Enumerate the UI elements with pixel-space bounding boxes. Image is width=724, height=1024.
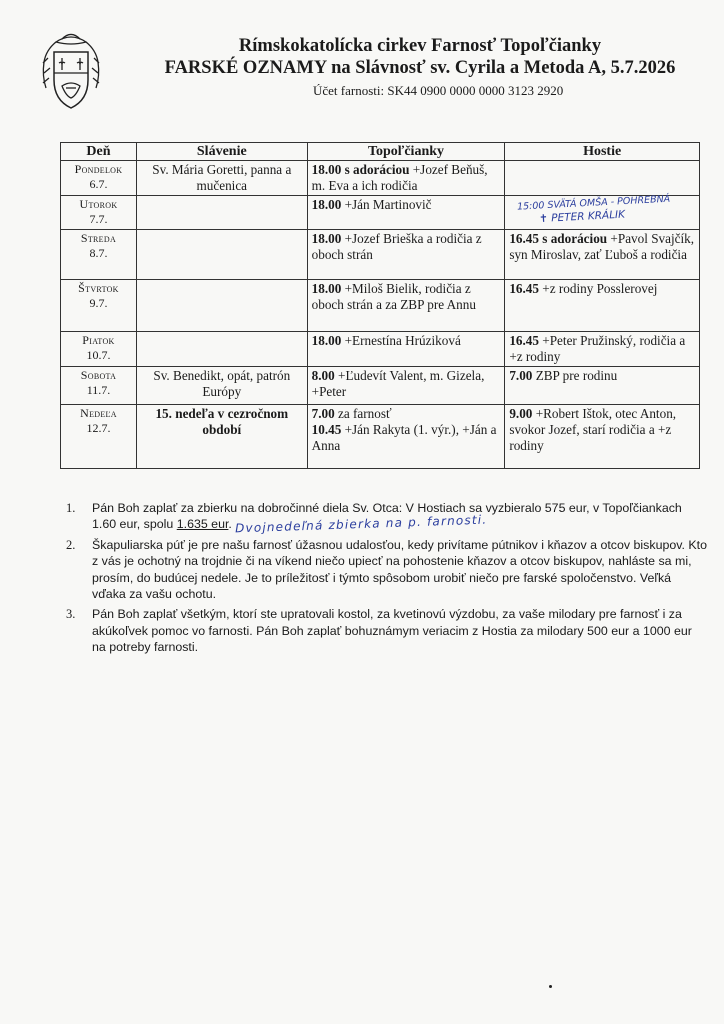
day-cell	[61, 367, 137, 405]
mass-time: 7.00	[311, 406, 335, 421]
day-date: 6.7.	[89, 177, 108, 191]
table-row	[61, 280, 700, 332]
item-number: 2.	[66, 537, 76, 552]
handwritten-note: Dvojnedeľná zbierka na p. farnosti.	[235, 513, 488, 536]
announcement-text: Škapuliarska púť je pre našu farnosť úžasnou udalosťou, kedy privítame pútnikov i kňazov a otcov biskupov. Kto z vás je ochotný na trojdnie či na víkend niečo upiecť na pohostenie kňazov a otcov biskupov, nahláste sa mi, prosím, do budúcej nedele. Je to príležitosť i týmto spôsobom urobiť niečo pre farské spoločenstvo. Veľká vďaka za vašu ochotu.	[92, 537, 707, 602]
day-cell	[61, 196, 137, 230]
day-name: Nedeľa	[80, 406, 117, 420]
mass-note: s adoráciou	[538, 231, 608, 246]
item-number: 3.	[66, 607, 76, 622]
table-row	[61, 196, 700, 230]
mass-time: 18.00	[311, 333, 342, 348]
celebration-cell: Sv. Benedikt, opát, patrón Európy	[136, 367, 307, 405]
mass-time: 18.00	[311, 162, 342, 177]
mass-time: 18.00	[311, 231, 342, 246]
hostie-cell	[505, 332, 700, 367]
parish-name-title: Rímskokatolícka cirkev Farnosť Topoľčianky	[238, 36, 602, 56]
mass-time: 9.00	[509, 406, 533, 421]
list-item	[60, 537, 708, 603]
mass-time: 16.45	[509, 333, 539, 348]
day-cell	[61, 161, 137, 196]
topolcianky-cell	[307, 332, 505, 367]
mass-intention: +Ján Martinovič	[341, 197, 432, 212]
mass-intention: +Ján Rakyta (1. výr.), +Ján a Anna	[311, 422, 497, 453]
mass-time: 10.45	[311, 422, 342, 437]
table-row	[61, 367, 700, 405]
celebration-cell: 15. nedeľa v cezročnom období	[136, 405, 307, 469]
column-header-hostie: Hostie	[505, 143, 700, 161]
paper-speck	[549, 985, 552, 988]
day-cell	[61, 332, 137, 367]
mass-intention: +Ľudevít Valent, m. Gizela, +Peter	[311, 368, 485, 399]
handwritten-note: 15:00 SVÄTÁ OMŠA - POHREBNÁ	[517, 193, 671, 213]
day-date: 12.7.	[86, 421, 111, 435]
day-date: 9.7.	[89, 296, 108, 310]
mass-intention: +Robert Ištok, otec Anton, svokor Jozef, starí rodičia a +z rodiny	[509, 406, 677, 453]
hostie-cell	[505, 405, 700, 469]
mass-note: s adoráciou	[341, 162, 410, 177]
list-item	[60, 500, 708, 536]
day-cell	[61, 280, 137, 332]
mass-time: 16.45	[509, 281, 539, 296]
day-name: Streda	[80, 231, 117, 245]
mass-intention: +Jozef Brieška a rodičia z oboch strán	[311, 231, 482, 262]
mass-intention: +Pavol Svajčík, syn Miroslav, zať Ľuboš a rodičia	[509, 231, 695, 262]
day-name: Pondelok	[74, 162, 123, 176]
table-row	[61, 161, 700, 196]
day-name: Štvrtok	[78, 281, 119, 295]
column-header-day: Deň	[61, 143, 137, 161]
mass-intention: +Ernestína Hrúziková	[341, 333, 461, 348]
announcement-text: Pán Boh zaplať za zbierku na dobročinné diela Sv. Otca: V Hostiach sa vyzbieralo 575 eur, v Topoľčiankach 1.60 eur, spolu	[92, 501, 682, 532]
day-name: Utorok	[79, 197, 118, 211]
hostie-cell	[505, 230, 700, 280]
mass-time: 18.00	[311, 197, 342, 212]
table-row	[61, 230, 700, 280]
mass-intention: +Miloš Bielik, rodičia z oboch strán a za ZBP pre Annu	[311, 281, 476, 312]
mass-intention: +z rodiny Posslerovej	[538, 281, 658, 296]
celebration-cell	[136, 332, 307, 367]
celebration-cell	[136, 230, 307, 280]
table-row	[61, 332, 700, 367]
day-date: 11.7.	[86, 383, 111, 397]
hostie-cell	[505, 161, 700, 196]
mass-intention: ZBP pre rodinu	[532, 368, 618, 383]
mass-time: 18.00	[311, 281, 342, 296]
day-date: 7.7.	[89, 212, 108, 226]
celebration-cell: Sv. Mária Goretti, panna a mučenica	[136, 161, 307, 196]
topolcianky-cell	[307, 280, 505, 332]
table-header-row	[61, 143, 700, 161]
parish-account-number: Účet farnosti: SK44 0900 0000 0000 3123 2920	[313, 83, 564, 98]
celebration-cell	[136, 280, 307, 332]
hostie-cell	[505, 367, 700, 405]
announcements-list	[60, 500, 708, 660]
announcement-total: 1.635 eur	[176, 517, 229, 532]
mass-time: 7.00	[509, 368, 533, 383]
topolcianky-cell	[307, 161, 505, 196]
announcements-title: FARSKÉ OZNAMY na Slávnosť sv. Cyrila a Metoda A, 5.7.2026	[164, 58, 676, 78]
day-cell	[61, 230, 137, 280]
topolcianky-cell	[307, 405, 505, 469]
day-date: 8.7.	[89, 246, 108, 260]
day-cell	[61, 405, 137, 469]
mass-intention: za farnosť	[334, 406, 392, 421]
mass-time: 8.00	[311, 368, 335, 383]
item-number: 1.	[66, 501, 76, 515]
parish-crest-icon	[36, 28, 106, 114]
mass-intention: +Jozef Beňuš, m. Eva a ich rodičia	[311, 162, 488, 193]
day-name: Sobota	[80, 368, 117, 382]
topolcianky-cell	[307, 196, 505, 230]
hostie-cell	[505, 280, 700, 332]
hostie-cell	[505, 193, 700, 230]
topolcianky-cell	[307, 230, 505, 280]
mass-schedule-table	[60, 142, 700, 469]
announcement-text: Pán Boh zaplať všetkým, ktorí ste upratovali kostol, za kvetinovú výzdobu, za vaše milodary pre farnosť i za akúkoľvek pomoc vo farnosti. Pán Boh zaplať bohuznámym veriacim z Hostia za milodary 500 eur a 1000 eur na potreby farnosti.	[92, 607, 692, 655]
mass-time: 16.45	[509, 231, 539, 246]
day-name: Piatok	[82, 333, 115, 347]
table-row	[61, 405, 700, 469]
handwritten-note: ✝ PETER KRÁLIK	[539, 208, 626, 226]
list-item	[60, 606, 708, 655]
mass-intention: +Peter Pružinský, rodičia a +z rodiny	[509, 333, 686, 364]
topolcianky-cell	[307, 367, 505, 405]
day-date: 10.7.	[86, 348, 111, 362]
announcement-text: .	[228, 517, 236, 532]
celebration-cell	[136, 196, 307, 230]
column-header-celebration: Slávenie	[136, 143, 307, 161]
column-header-topolcianky: Topoľčianky	[307, 143, 505, 161]
